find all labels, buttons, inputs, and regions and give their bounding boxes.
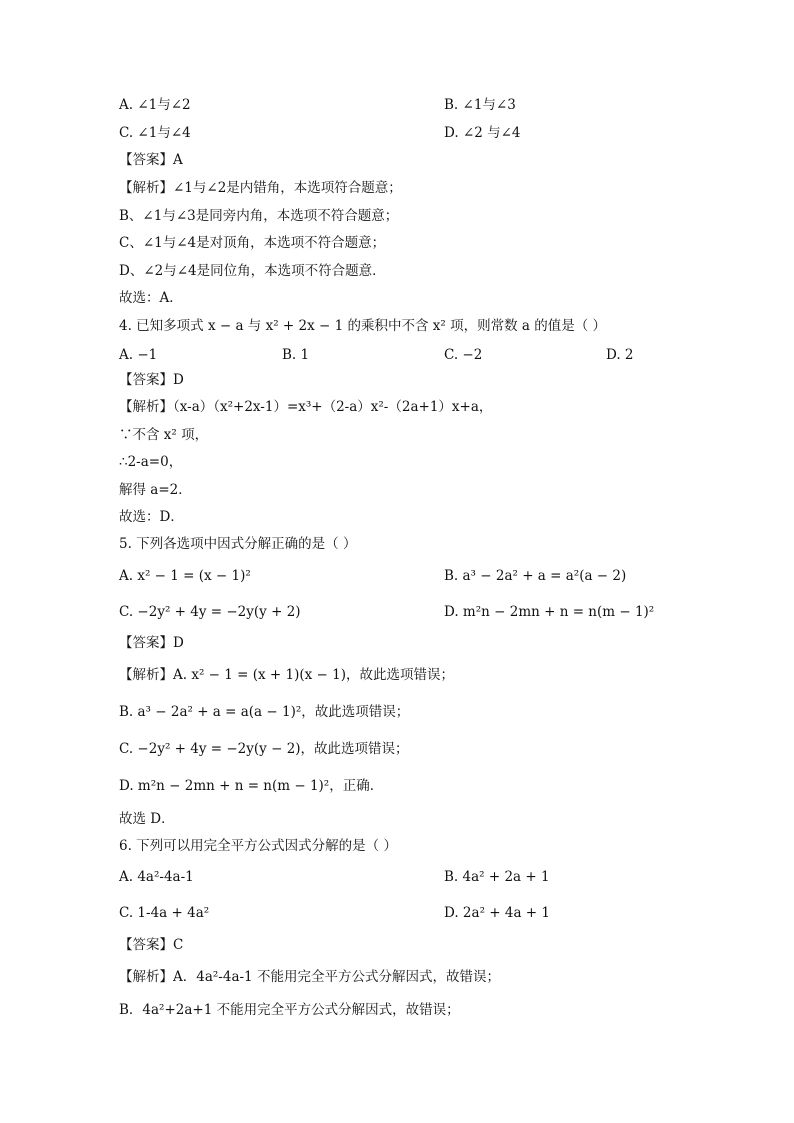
q6-option-b: B. 4a² + 2a + 1	[444, 869, 550, 885]
q4-analysis-line: 解得 a=2．	[119, 482, 192, 498]
q5-stem: 5. 下列各选项中因式分解正确的是（ ）	[119, 536, 357, 552]
q5-answer: 【答案】D	[119, 635, 184, 651]
q3-option-a: A. ∠1与∠2	[119, 97, 191, 113]
q5-analysis-line: 故选 D．	[119, 811, 175, 827]
q4-stem: 4. 已知多项式 x − a 与 x² + 2x − 1 的乘积中不含 x² 项，则常数 a 的值是（ ）	[119, 318, 607, 334]
q5-option-c: C. −2y² + 4y = −2y(y + 2)	[119, 604, 301, 620]
q3-analysis-line: C、∠1与∠4是对顶角，本选项不符合题意；	[119, 235, 386, 251]
q6-stem: 6. 下列可以用完全平方公式因式分解的是（ ）	[119, 838, 397, 854]
q4-option-c: C. −2	[444, 347, 483, 363]
q3-analysis-line: D、∠2与∠4是同位角，本选项不符合题意．	[119, 263, 386, 279]
q4-option-d: D. 2	[606, 347, 634, 363]
q4-analysis-line: 【解析】（x-a）（x²+2x-1）=x³+（2-a）x²-（2a+1）x+a，	[119, 399, 493, 415]
q3-option-b: B. ∠1与∠3	[444, 97, 516, 113]
q6-analysis-line: B．4a²+2a+1 不能用完全平方公式分解因式，故错误；	[119, 1002, 460, 1018]
q4-answer: 【答案】D	[119, 372, 184, 388]
q5-option-a: A. x² − 1 = (x − 1)²	[119, 568, 251, 584]
q5-analysis-line: 【解析】A. x² − 1 = (x + 1)(x − 1)，故此选项错误；	[119, 667, 454, 683]
q6-option-c: C. 1-4a + 4a²	[119, 905, 210, 921]
q3-option-d: D. ∠2 与∠4	[444, 125, 521, 141]
q3-analysis-line: 【解析】∠1与∠2是内错角，本选项符合题意；	[119, 180, 402, 196]
q6-analysis-line: 【解析】A．4a²-4a-1 不能用完全平方公式分解因式，故错误；	[119, 969, 500, 985]
q4-analysis-line: ∴2-a=0，	[119, 454, 183, 470]
q6-answer: 【答案】C	[119, 937, 184, 953]
q4-option-a: A. −1	[119, 347, 158, 363]
q5-option-b: B. a³ − 2a² + a = a²(a − 2)	[444, 568, 627, 584]
q4-analysis-line: ∵不含 x² 项，	[119, 427, 209, 443]
q4-option-b: B. 1	[282, 347, 310, 363]
q3-option-c: C. ∠1与∠4	[119, 125, 191, 141]
q3-analysis-line: B、∠1与∠3是同旁内角，本选项不符合题意；	[119, 208, 399, 224]
q6-option-d: D. 2a² + 4a + 1	[444, 905, 550, 921]
q3-analysis-line: 故选：A．	[119, 290, 183, 306]
q6-option-a: A. 4a²-4a-1	[119, 869, 194, 885]
q4-analysis-line: 故选：D．	[119, 509, 184, 525]
q5-analysis-line: D. m²n − 2mn + n = n(m − 1)²，正确．	[119, 778, 384, 794]
q5-analysis-line: B. a³ − 2a² + a = a(a − 1)²，故此选项错误；	[119, 704, 410, 720]
q5-analysis-line: C. −2y² + 4y = −2y(y − 2)，故此选项错误；	[119, 741, 409, 757]
q3-answer: 【答案】A	[119, 152, 183, 168]
q5-option-d: D. m²n − 2mn + n = n(m − 1)²	[444, 604, 655, 620]
